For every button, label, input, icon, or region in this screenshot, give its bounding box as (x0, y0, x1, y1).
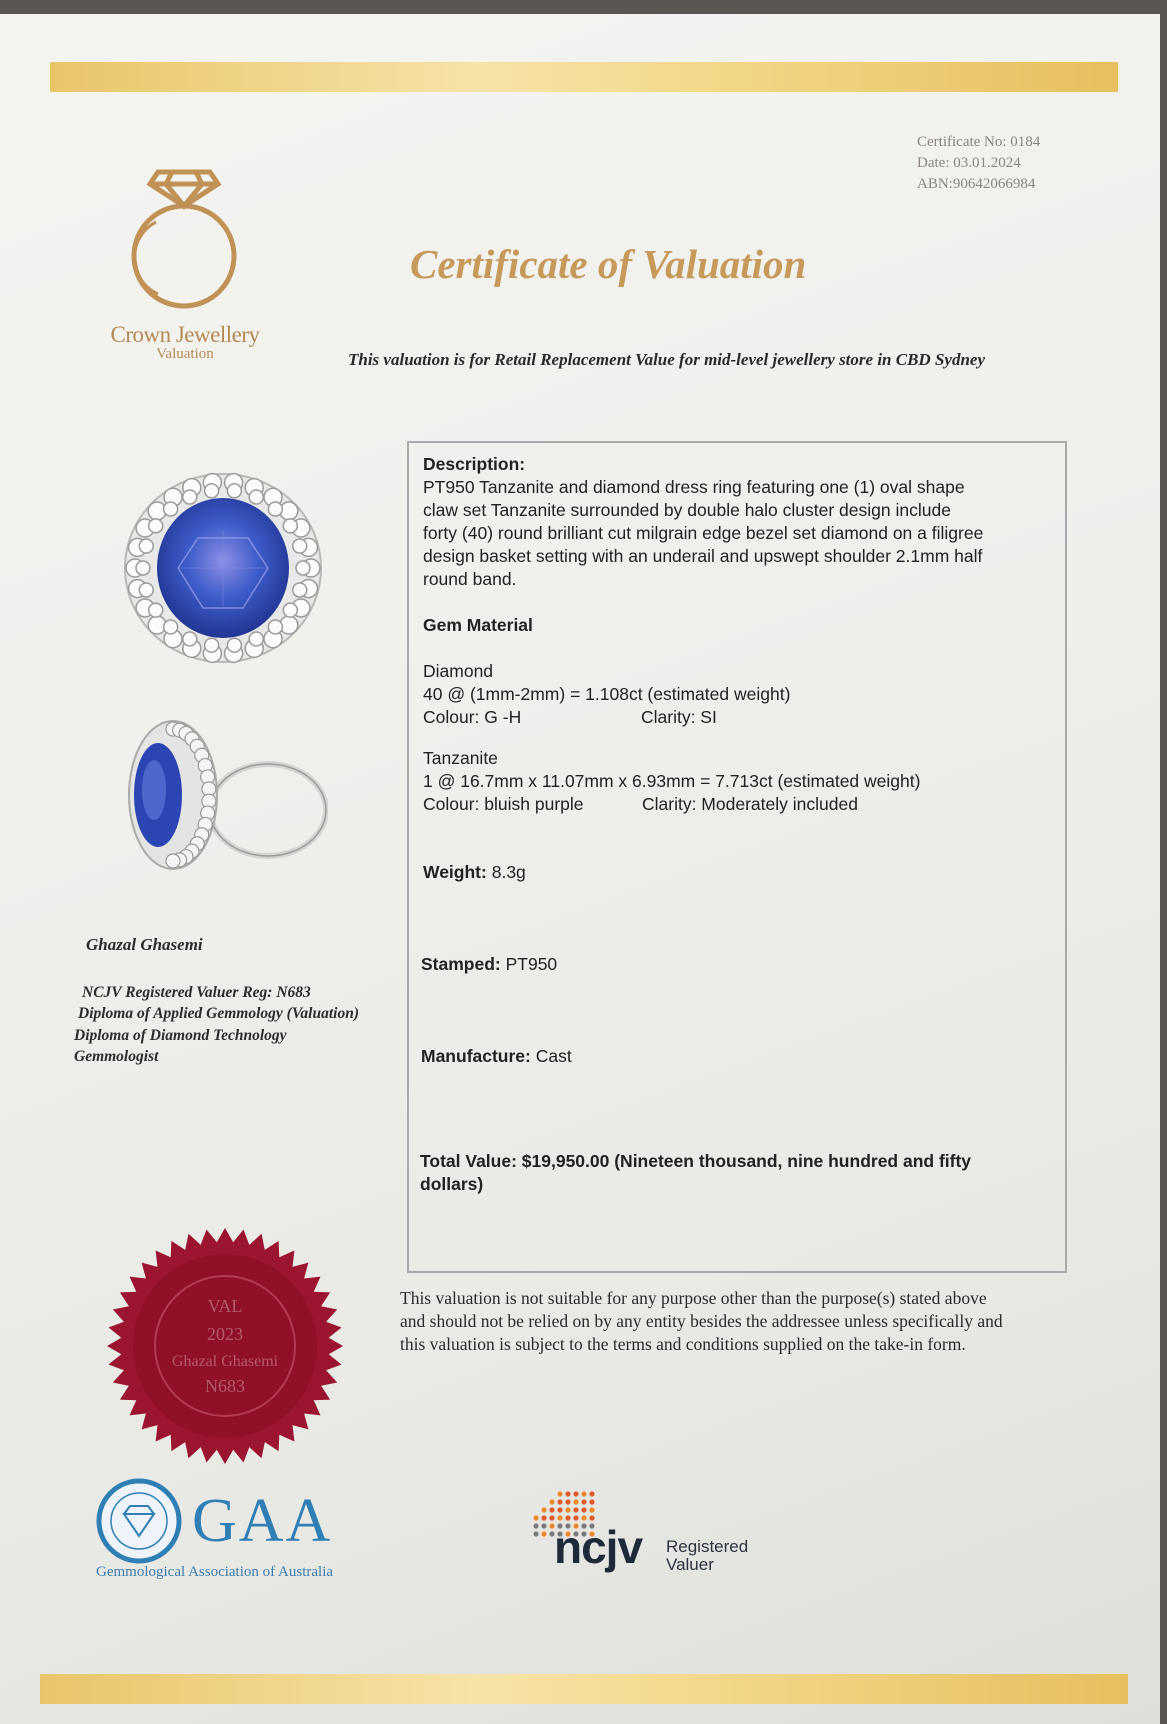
valuer-title: Gemmologist (74, 1048, 159, 1065)
halo-diamond (183, 632, 197, 646)
seal-text: VAL (207, 1296, 243, 1316)
ncjv-dot (581, 1491, 586, 1496)
stamped-value: PT950 (505, 954, 558, 974)
ncjv-dot (565, 1499, 570, 1504)
ncjv-dot (541, 1507, 546, 1512)
tanzanite-clarity: Clarity: Moderately included (642, 794, 858, 814)
description-line: PT950 Tanzanite and diamond dress ring featuring one (1) oval shape (423, 477, 965, 497)
diamond-name: Diamond (423, 661, 494, 681)
ncjv-dot (549, 1507, 554, 1512)
gem-material-heading: Gem Material (423, 615, 533, 635)
seal-text: Ghazal Ghasemi (171, 1353, 279, 1370)
halo-diamond (205, 484, 219, 498)
ncjv-dot (581, 1499, 586, 1504)
description-line: design basket setting with an underail and upswept shoulder 2.1mm half (423, 546, 983, 566)
ncjv-registered: Registered (666, 1537, 749, 1556)
ncjv-dot (573, 1499, 578, 1504)
ncjv-dot (573, 1507, 578, 1512)
valuer-diploma-diamond: Diploma of Diamond Technology (74, 1026, 287, 1044)
ncjv-registered-valuer (666, 1538, 748, 1574)
top-gold-bar (50, 62, 1118, 92)
ring-top-view-image (118, 468, 328, 668)
gaa-full-name: Gemmological Association of Australia (96, 1564, 334, 1580)
ncjv-dot (533, 1515, 538, 1520)
halo-diamond (164, 502, 178, 516)
bottom-gold-bar (40, 1674, 1128, 1704)
seal-text: 2023 (207, 1324, 243, 1344)
halo-diamond (296, 561, 310, 575)
ncjv-dot (557, 1499, 562, 1504)
ring-side-view-image (118, 710, 328, 880)
diamond-clarity: Clarity: SI (641, 707, 717, 727)
ncjv-dot (565, 1507, 570, 1512)
description-line: forty (40) round brilliant cut milgrain edge bezel set diamond on a filigree (423, 523, 984, 543)
halo-diamond (227, 638, 241, 652)
manufacture-row (421, 1045, 1051, 1068)
certificate-meta (917, 132, 1117, 195)
halo-diamond (249, 490, 263, 504)
halo-diamond (227, 484, 241, 498)
description-line: round band. (423, 569, 517, 589)
halo-diamond (249, 632, 263, 646)
tanzanite-grade-row (423, 793, 1051, 816)
halo-diamond (293, 583, 307, 597)
total-value-line: Total Value: $19,950.00 (Nineteen thousand, nine hundred and fifty (420, 1151, 972, 1171)
weight-row (423, 861, 1051, 884)
valuer-details (74, 934, 414, 1068)
ncjv-dot (557, 1507, 562, 1512)
tanzanite-colour: Colour: bluish purple (423, 794, 584, 814)
disclaimer-line: this valuation is subject to the terms and conditions supplied on the take-in form. (400, 1334, 966, 1354)
halo-diamond (164, 620, 178, 634)
halo-diamond (183, 490, 197, 504)
valuer-registration: NCJV Registered Valuer Reg: N683 (82, 983, 311, 1001)
halo-diamond (268, 620, 282, 634)
ncjv-dot (573, 1491, 578, 1496)
halo-diamond (149, 519, 163, 533)
weight-value: 8.3g (491, 862, 526, 882)
brand-name: Crown Jewellery (110, 322, 260, 347)
description-box (407, 441, 1067, 1273)
ncjv-dot (549, 1499, 554, 1504)
tanzanite-detail: 1 @ 16.7mm x 11.07mm x 6.93mm = 7.713ct (estimated weight) (423, 771, 921, 791)
ncjv-dot (557, 1491, 562, 1496)
total-value-line: dollars) (420, 1174, 484, 1194)
ncjv-logo (528, 1486, 749, 1574)
diamond-grade-row (423, 706, 1051, 729)
description-line: claw set Tanzanite surrounded by double halo cluster design include (423, 500, 951, 520)
wax-seal-image (105, 1226, 345, 1466)
ncjv-dot (533, 1531, 538, 1536)
gaa-logo (96, 1478, 334, 1580)
valuer-diploma-gemmology: Diploma of Applied Gemmology (Valuation) (78, 1005, 360, 1022)
halo-diamond (283, 603, 297, 617)
halo-diamond (268, 502, 282, 516)
ring-logo-icon (118, 162, 248, 312)
ncjv-dot (541, 1523, 546, 1528)
diamond-detail: 40 @ (1mm-2mm) = 1.108ct (estimated weight) (423, 684, 791, 704)
brand-subtitle: Valuation (156, 346, 214, 362)
halo-diamond (166, 854, 180, 868)
tanzanite-name: Tanzanite (423, 748, 498, 768)
halo-diamond (293, 539, 307, 553)
ncjv-dot (589, 1499, 594, 1504)
disclaimer-line: This valuation is not suitable for any purpose other than the purpose(s) stated above (400, 1288, 987, 1308)
halo-diamond (136, 561, 150, 575)
ncjv-dot (589, 1491, 594, 1496)
stamped-label: Stamped: (421, 954, 501, 974)
valuation-purpose: This valuation is for Retail Replacement Value for mid-level jewellery store in CBD Sydney (348, 350, 985, 369)
ncjv-dot (589, 1507, 594, 1512)
halo-diamond (149, 603, 163, 617)
ncjv-dot (541, 1515, 546, 1520)
ncjv-dot (565, 1491, 570, 1496)
certificate-date: Date: 03.01.2024 (917, 155, 1021, 171)
halo-diamond (205, 638, 219, 652)
page-title: Certificate of Valuation (410, 241, 807, 287)
manufacture-value: Cast (535, 1046, 572, 1066)
seal-text: N683 (205, 1376, 245, 1396)
description-heading: Description: (423, 454, 526, 474)
certificate-number: Certificate No: 0184 (917, 134, 1041, 150)
ncjv-wordmark: ncjv (554, 1521, 643, 1573)
valuer-name: Ghazal Ghasemi (86, 935, 203, 954)
gaa-wordmark: GAA (192, 1487, 333, 1555)
ncjv-dot (541, 1531, 546, 1536)
ncjv-dot (533, 1523, 538, 1528)
disclaimer-line: and should not be relied on by any entity besides the addressee unless specifically and (400, 1311, 1003, 1331)
weight-label: Weight: (423, 862, 487, 882)
gaa-emblem-icon (96, 1478, 182, 1564)
certificate-abn: ABN:90642066984 (917, 176, 1036, 192)
diamond-colour: Colour: G -H (423, 707, 522, 727)
ncjv-valuer: Valuer (666, 1555, 714, 1574)
disclaimer (400, 1287, 1080, 1356)
manufacture-label: Manufacture: (421, 1046, 531, 1066)
halo-diamond (139, 539, 153, 553)
halo-diamond (139, 583, 153, 597)
halo-diamond (283, 519, 297, 533)
stamped-row (421, 953, 1051, 976)
crown-jewellery-logo (90, 162, 280, 363)
ncjv-dot (581, 1507, 586, 1512)
